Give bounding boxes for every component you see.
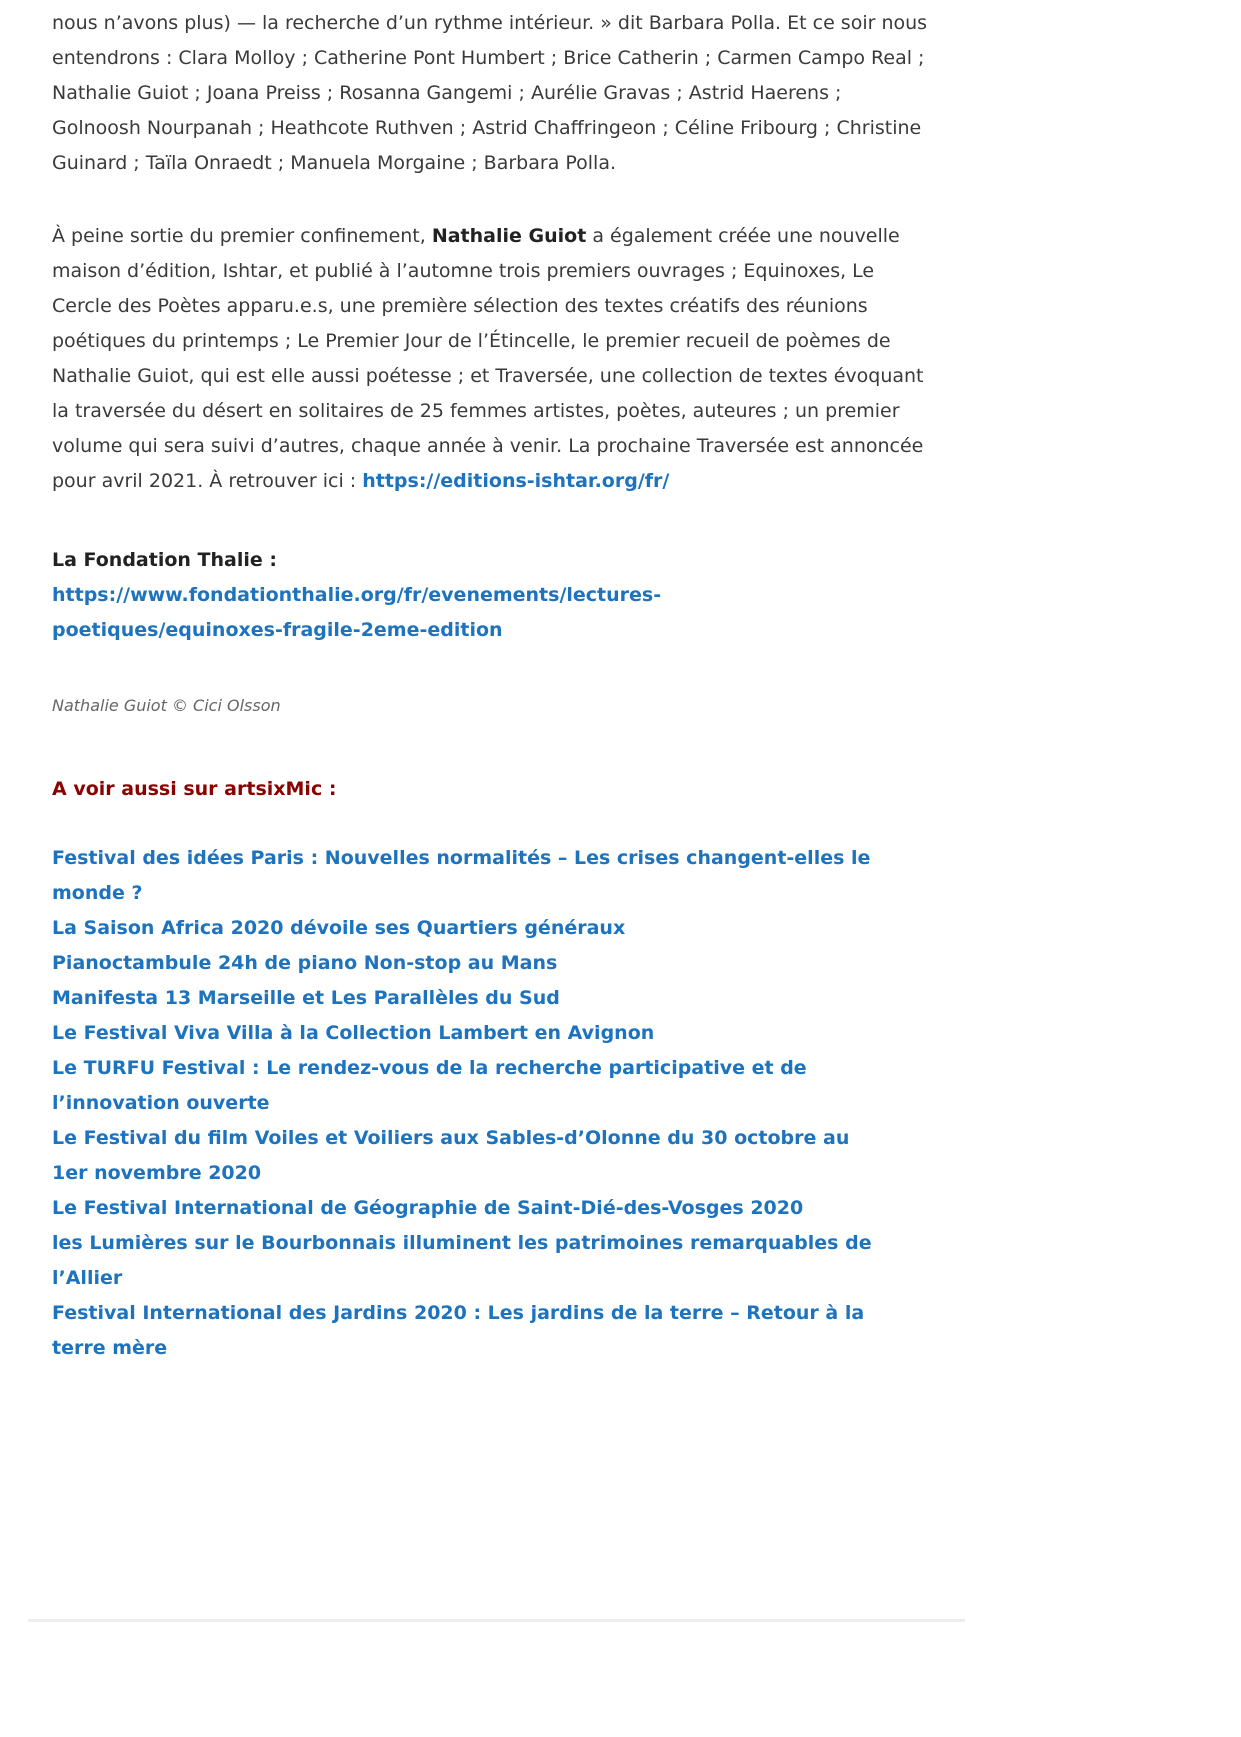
related-link-lumieres-bourbonnais[interactable]: les Lumières sur le Bourbonnais illuminent les patrimoines remarquables de l’Allier	[52, 1232, 872, 1289]
related-link-voiles-et-voiliers[interactable]: Le Festival du film Voiles et Voiliers aux Sables-d’Olonne du 30 octobre au 1er novembre 2020	[52, 1127, 850, 1184]
fondation-thalie-link[interactable]: https://www.fondationthalie.org/fr/evenements/lectures-poetiques/equinoxes-fragile-2eme-edition	[52, 584, 662, 641]
content-column	[52, 0, 967, 1622]
related-link-festival-jardins[interactable]: Festival International des Jardins 2020 : Les jardins de la terre – Retour à la terre mère	[52, 1302, 865, 1359]
see-also-heading: A voir aussi sur artsixMic :	[52, 778, 337, 800]
related-link-saison-africa[interactable]: La Saison Africa 2020 dévoile ses Quartiers généraux	[52, 917, 626, 939]
paragraph-ishtar	[52, 219, 932, 499]
paragraph-reading-lineup: nous n’avons plus) — la recherche d’un rythme intérieur. » dit Barbara Polla. Et ce soir nous entendrons : Clara Molloy ; Catherine Pont Humbert ; Brice Catherin ; Carmen Campo Real ; Nathalie Guiot ; Joana Preiss ; Rosanna Gangemi ; Aurélie Gravas ; Astrid Haerens ; Golnoosh Nourpanah ; Heathcote Ruthven ; Astrid Chaffringeon ; Céline Fribourg ; Christine Guinard ; Taïla Onraedt ; Manuela Morgaine ; Barbara Polla.	[52, 12, 928, 174]
bottom-divider	[28, 1619, 965, 1622]
related-link-geographie-saint-die[interactable]: Le Festival International de Géographie de Saint-Dié-des-Vosges 2020	[52, 1197, 804, 1219]
photo-credit: Nathalie Guiot © Cici Olsson	[52, 696, 281, 715]
paragraph-ishtar-text-after: a également créée une nouvelle maison d’édition, Ishtar, et publié à l’automne trois premiers ouvrages ; Equinoxes, Le Cercle des Poètes apparu.e.s, une première sélection des textes créatifs des réunions poétiques du printemps ; Le Premier Jour de l’Étincelle, le premier recueil de poèmes de Nathalie Guiot, qui est elle aussi poétesse ; et Traversée, une collection de textes évoquant la traversée du désert en solitaires de 25 femmes artistes, poètes, auteures ; un premier volume qui sera suivi d’autres, chaque année à venir. La prochaine Traversée est annoncée pour avril 2021. À retrouver ici :	[52, 225, 924, 492]
bold-name-nathalie-guiot: Nathalie Guiot	[431, 225, 587, 247]
editions-ishtar-link[interactable]: https://editions-ishtar.org/fr/	[362, 470, 670, 492]
related-link-turfu-festival[interactable]: Le TURFU Festival : Le rendez-vous de la recherche participative et de l’innovation ouverte	[52, 1057, 807, 1114]
paragraph-ishtar-text-before: À peine sortie du premier confinement,	[52, 225, 432, 247]
related-link-manifesta-13[interactable]: Manifesta 13 Marseille et Les Parallèles du Sud	[52, 987, 560, 1009]
related-links-list	[52, 841, 882, 1366]
related-link-festival-des-idees[interactable]: Festival des idées Paris : Nouvelles normalités – Les crises changent-elles le monde ?	[52, 847, 871, 904]
fondation-thalie-block	[52, 543, 967, 648]
fondation-thalie-heading: La Fondation Thalie :	[52, 549, 277, 571]
related-link-viva-villa[interactable]: Le Festival Viva Villa à la Collection Lambert en Avignon	[52, 1022, 655, 1044]
related-link-pianoctambule[interactable]: Pianoctambule 24h de piano Non-stop au Mans	[52, 952, 558, 974]
